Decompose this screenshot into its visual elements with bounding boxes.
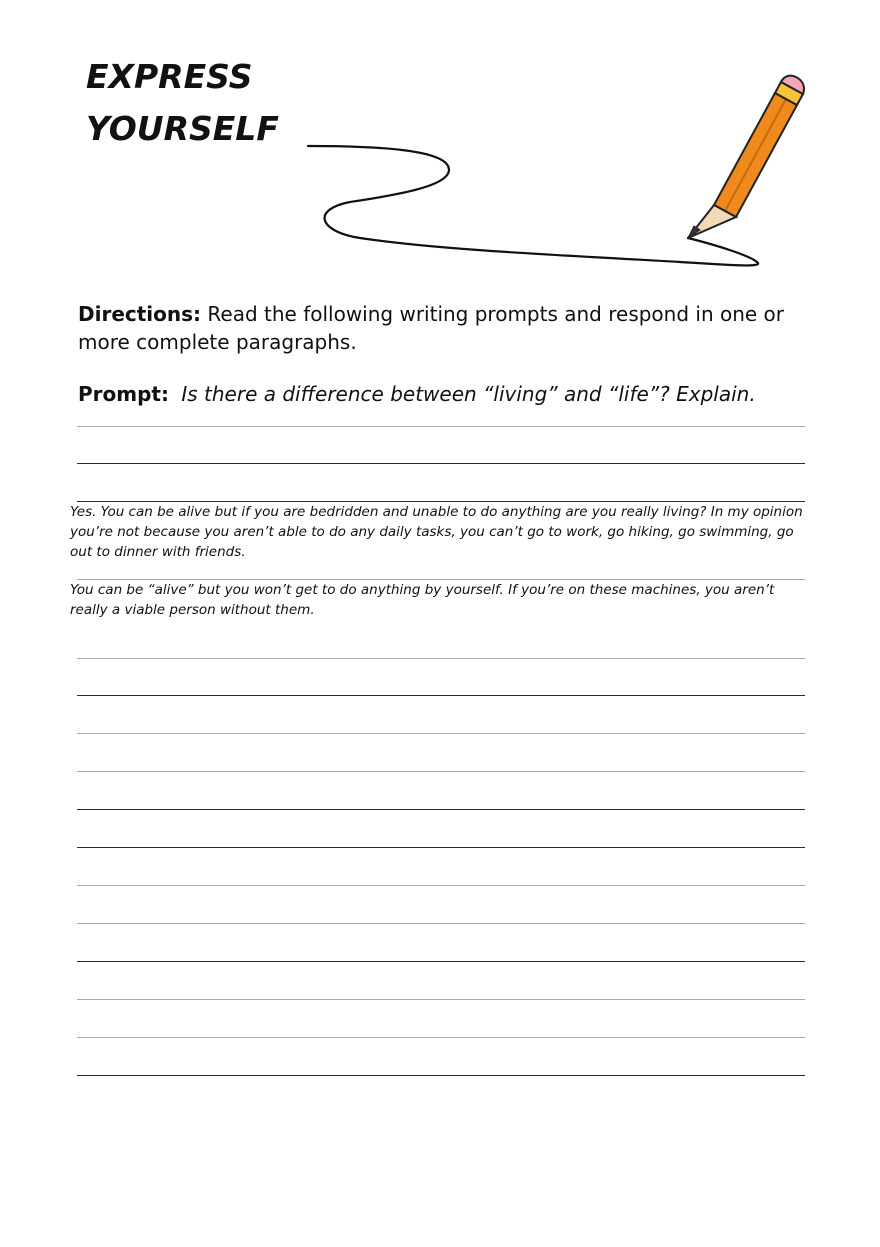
writing-line [77,923,805,924]
writing-line [77,999,805,1000]
prompt-label: Prompt: [78,382,169,406]
squiggle-line [308,146,758,265]
pencil-icon [688,76,804,238]
directions-label: Directions: [78,302,202,326]
writing-line [77,847,805,848]
prompt-question: Is there a difference between “living” and “life”? Explain. [181,382,756,406]
directions-paragraph [78,300,818,356]
writing-line [77,771,805,772]
writing-line [77,961,805,962]
worksheet-title-line-2: YOURSELF [86,109,279,148]
prompt-paragraph [78,380,838,408]
pencil-illustration [0,0,880,290]
writing-line [77,695,805,696]
directions-text: Read the following writing prompts and respond in one or more complete paragraphs. [78,302,785,354]
answer-text-1[interactable]: Yes. You can be alive but if you are bedridden and unable to do anything are you really living? In my opinion you’re not because you aren’t able to do any daily tasks, you can’t go to work, go hiking, go swimming, go out to dinner with friends. [70,504,803,560]
writing-line [77,733,805,734]
answer-text-2[interactable]: You can be “alive” but you won’t get to do anything by yourself. If you’re on these machines, you aren’t really a viable person without them. [70,582,775,618]
writing-line [77,1075,805,1076]
writing-line [77,885,805,886]
writing-line [77,463,805,464]
writing-line [77,658,805,659]
writing-line [77,426,805,427]
worksheet-title-line-1: EXPRESS [86,57,253,96]
writing-line [77,1037,805,1038]
writing-line [77,809,805,810]
